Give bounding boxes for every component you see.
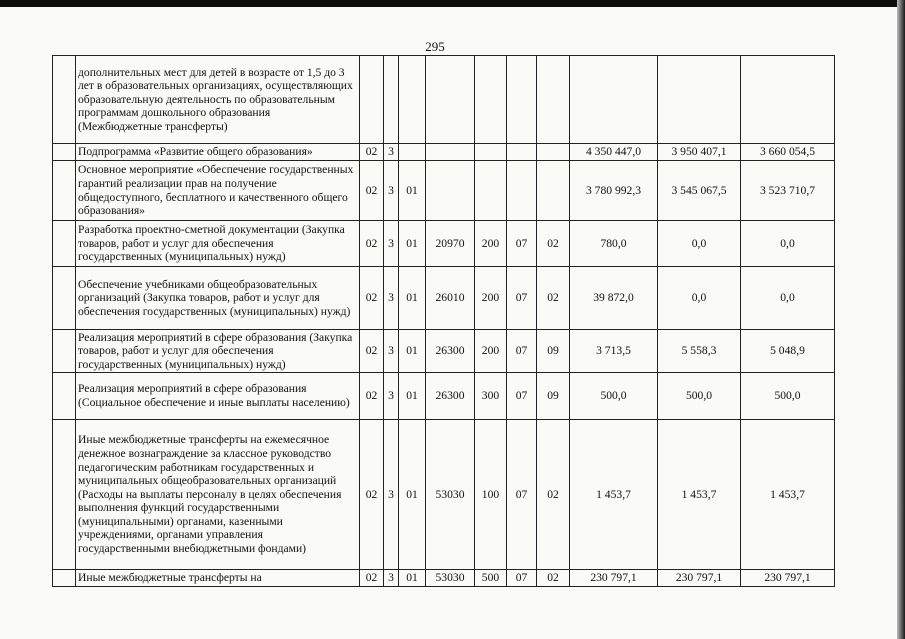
section-cell: 07 bbox=[507, 221, 537, 267]
expense-type-cell: 500 bbox=[475, 570, 507, 587]
year1-amount: 230 797,1 bbox=[570, 570, 658, 587]
prog-cell: 02 bbox=[360, 161, 384, 221]
main-event-cell: 01 bbox=[399, 161, 426, 221]
blank-cell bbox=[53, 570, 76, 587]
year1-amount bbox=[570, 56, 658, 144]
year1-amount: 500,0 bbox=[570, 373, 658, 420]
row-name: Подпрограмма «Развитие общего образования» bbox=[76, 144, 360, 161]
subsection-cell bbox=[537, 161, 570, 221]
row-name: Иные межбюджетные трансферты на bbox=[76, 570, 360, 587]
year1-amount: 4 350 447,0 bbox=[570, 144, 658, 161]
subprog-cell: 3 bbox=[384, 420, 399, 570]
row-name: Реализация мероприятий в сфере образования (Социальное обеспечение и иные выплаты населению) bbox=[76, 373, 360, 420]
section-cell: 07 bbox=[507, 330, 537, 373]
section-cell: 07 bbox=[507, 570, 537, 587]
blank-cell bbox=[53, 161, 76, 221]
year3-amount: 3 660 054,5 bbox=[741, 144, 835, 161]
section-cell bbox=[507, 161, 537, 221]
year2-amount: 230 797,1 bbox=[658, 570, 741, 587]
blank-cell bbox=[53, 56, 76, 144]
year2-amount: 3 950 407,1 bbox=[658, 144, 741, 161]
expense-type-cell: 200 bbox=[475, 267, 507, 330]
expense-type-cell bbox=[475, 56, 507, 144]
year1-amount: 780,0 bbox=[570, 221, 658, 267]
table-row bbox=[53, 144, 835, 161]
prog-cell: 02 bbox=[360, 144, 384, 161]
table-row bbox=[53, 330, 835, 373]
year3-amount bbox=[741, 56, 835, 144]
table-row bbox=[53, 56, 835, 144]
subprog-cell: 3 bbox=[384, 221, 399, 267]
prog-cell: 02 bbox=[360, 221, 384, 267]
subsection-cell: 09 bbox=[537, 373, 570, 420]
row-name: дополнительных мест для детей в возрасте от 1,5 до 3 лет в образовательных организациях, осуществляющих образовательную деятельность по образовательным программам дошкольного образования (Межбюджетные трансферты) bbox=[76, 56, 360, 144]
direction-cell: 53030 bbox=[426, 570, 475, 587]
expense-type-cell: 300 bbox=[475, 373, 507, 420]
scan-right-edge bbox=[897, 0, 905, 639]
table-row bbox=[53, 420, 835, 570]
table-row bbox=[53, 570, 835, 587]
expense-type-cell bbox=[475, 161, 507, 221]
subprog-cell: 3 bbox=[384, 330, 399, 373]
expense-type-cell bbox=[475, 144, 507, 161]
direction-cell: 20970 bbox=[426, 221, 475, 267]
year3-amount: 1 453,7 bbox=[741, 420, 835, 570]
row-name: Иные межбюджетные трансферты на ежемесячное денежное вознаграждение за классное руководство педагогическим работникам государственных и муниципальных общеобразовательных организаций (Расходы на выплаты персоналу в целях обеспечения выполнения функций государственными (муниципальными) органами, казенными учреждениями, органами управления государственными внебюджетными фондами) bbox=[76, 420, 360, 570]
expense-type-cell: 200 bbox=[475, 221, 507, 267]
subprog-cell: 3 bbox=[384, 570, 399, 587]
expense-type-cell: 200 bbox=[475, 330, 507, 373]
direction-cell: 26010 bbox=[426, 267, 475, 330]
year1-amount: 3 713,5 bbox=[570, 330, 658, 373]
main-event-cell bbox=[399, 144, 426, 161]
direction-cell: 53030 bbox=[426, 420, 475, 570]
section-cell bbox=[507, 56, 537, 144]
direction-cell bbox=[426, 56, 475, 144]
subprog-cell: 3 bbox=[384, 161, 399, 221]
year2-amount: 3 545 067,5 bbox=[658, 161, 741, 221]
table-row bbox=[53, 373, 835, 420]
main-event-cell: 01 bbox=[399, 330, 426, 373]
section-cell: 07 bbox=[507, 420, 537, 570]
row-name: Разработка проектно-сметной документации (Закупка товаров, работ и услуг для обеспечения государственных (муниципальных) нужд) bbox=[76, 221, 360, 267]
main-event-cell: 01 bbox=[399, 420, 426, 570]
blank-cell bbox=[53, 420, 76, 570]
row-name: Реализация мероприятий в сфере образования (Закупка товаров, работ и услуг для обеспечения государственных (муниципальных) нужд) bbox=[76, 330, 360, 373]
year1-amount: 1 453,7 bbox=[570, 420, 658, 570]
subprog-cell: 3 bbox=[384, 373, 399, 420]
year3-amount: 230 797,1 bbox=[741, 570, 835, 587]
subprog-cell bbox=[384, 56, 399, 144]
row-name: Обеспечение учебниками общеобразовательных организаций (Закупка товаров, работ и услуг для обеспечения государственных (муниципальных) нужд) bbox=[76, 267, 360, 330]
year3-amount: 5 048,9 bbox=[741, 330, 835, 373]
year1-amount: 39 872,0 bbox=[570, 267, 658, 330]
section-cell: 07 bbox=[507, 267, 537, 330]
subprog-cell: 3 bbox=[384, 144, 399, 161]
expense-type-cell: 100 bbox=[475, 420, 507, 570]
section-cell bbox=[507, 144, 537, 161]
prog-cell bbox=[360, 56, 384, 144]
scan-top-edge bbox=[0, 0, 905, 7]
direction-cell: 26300 bbox=[426, 373, 475, 420]
blank-cell bbox=[53, 144, 76, 161]
year2-amount: 500,0 bbox=[658, 373, 741, 420]
prog-cell: 02 bbox=[360, 330, 384, 373]
year2-amount bbox=[658, 56, 741, 144]
prog-cell: 02 bbox=[360, 420, 384, 570]
blank-cell bbox=[53, 221, 76, 267]
page-number: 295 bbox=[425, 39, 445, 54]
blank-cell bbox=[53, 330, 76, 373]
year2-amount: 5 558,3 bbox=[658, 330, 741, 373]
section-cell: 07 bbox=[507, 373, 537, 420]
subsection-cell: 02 bbox=[537, 420, 570, 570]
table-row bbox=[53, 221, 835, 267]
subsection-cell: 02 bbox=[537, 221, 570, 267]
blank-cell bbox=[53, 373, 76, 420]
direction-cell: 26300 bbox=[426, 330, 475, 373]
year2-amount: 0,0 bbox=[658, 267, 741, 330]
subprog-cell: 3 bbox=[384, 267, 399, 330]
main-event-cell: 01 bbox=[399, 267, 426, 330]
subsection-cell: 02 bbox=[537, 570, 570, 587]
direction-cell bbox=[426, 161, 475, 221]
year2-amount: 0,0 bbox=[658, 221, 741, 267]
table-row bbox=[53, 161, 835, 221]
row-name: Основное мероприятие «Обеспечение государственных гарантий реализации прав на получение общедоступного, бесплатного и качественного общего образования» bbox=[76, 161, 360, 221]
table-row bbox=[53, 267, 835, 330]
subsection-cell bbox=[537, 56, 570, 144]
main-event-cell: 01 bbox=[399, 373, 426, 420]
main-event-cell: 01 bbox=[399, 221, 426, 267]
year3-amount: 500,0 bbox=[741, 373, 835, 420]
prog-cell: 02 bbox=[360, 267, 384, 330]
year1-amount: 3 780 992,3 bbox=[570, 161, 658, 221]
year3-amount: 3 523 710,7 bbox=[741, 161, 835, 221]
budget-table bbox=[52, 55, 835, 587]
year3-amount: 0,0 bbox=[741, 221, 835, 267]
year2-amount: 1 453,7 bbox=[658, 420, 741, 570]
prog-cell: 02 bbox=[360, 373, 384, 420]
subsection-cell: 09 bbox=[537, 330, 570, 373]
prog-cell: 02 bbox=[360, 570, 384, 587]
subsection-cell bbox=[537, 144, 570, 161]
direction-cell bbox=[426, 144, 475, 161]
main-event-cell bbox=[399, 56, 426, 144]
subsection-cell: 02 bbox=[537, 267, 570, 330]
blank-cell bbox=[53, 267, 76, 330]
year3-amount: 0,0 bbox=[741, 267, 835, 330]
main-event-cell: 01 bbox=[399, 570, 426, 587]
